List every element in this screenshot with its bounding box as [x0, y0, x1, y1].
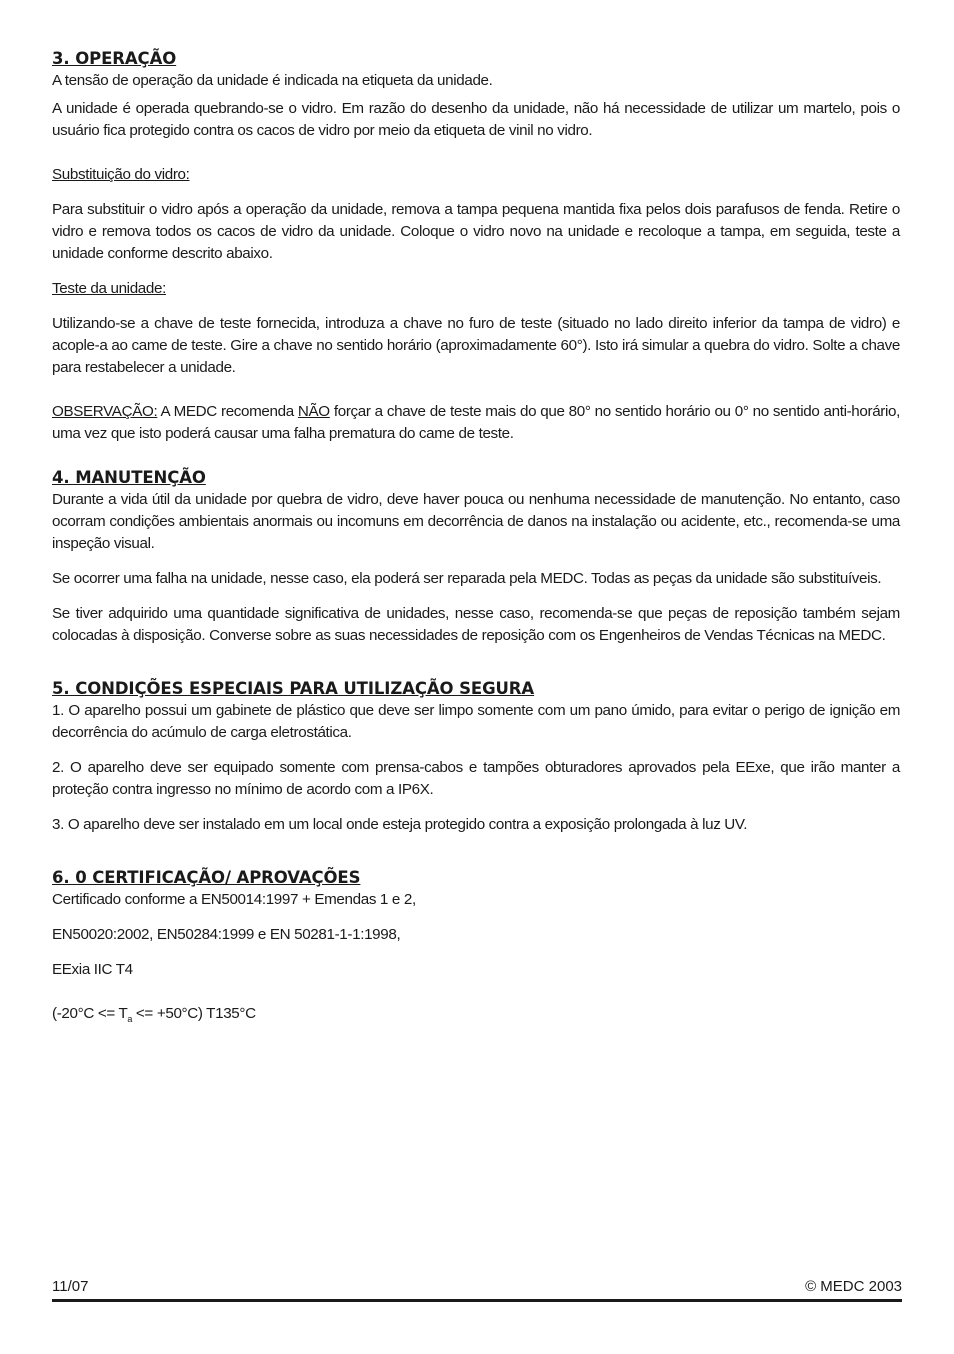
glass-replacement-subheading: Substituição do vidro: — [52, 166, 190, 183]
section-5-item-3: 3. O aparelho deve ser instalado em um local onde esteja protegido contra a exposição prolongada à luz UV. — [52, 816, 748, 833]
section-5-item-2: 2. O aparelho deve ser equipado somente com prensa-cabos e tampões obturadores aprovados pela EExe, que irão manter a proteção contra ingresso no mínimo de acordo com a IP6X. — [52, 759, 900, 798]
section-6-heading: 6. 0 CERTIFICAÇÃO/ APROVAÇÕES — [52, 868, 361, 887]
footer-copyright: © MEDC 2003 — [805, 1278, 902, 1295]
observation-label: OBSERVAÇÃO: — [52, 403, 158, 420]
observation-text-b: forçar a chave de teste mais do que 80° no sentido horário ou 0° no sentido anti-horário, uma vez que isto poderá causar uma falha prematura do came de teste. — [52, 403, 900, 442]
section-3-heading: 3. OPERAÇÃO — [52, 49, 177, 68]
certification-line-3: EExia IIC T4 — [52, 961, 133, 978]
certification-line-2: EN50020:2002, EN50284:1999 e EN 50281-1-1:1998, — [52, 926, 401, 943]
document-body — [52, 48, 900, 1025]
observation-note — [52, 401, 900, 445]
section-3-paragraph-2: A unidade é operada quebrando-se o vidro. Em razão do desenho da unidade, não há necessidade de utilizar um martelo, pois o usuário fica protegido contra os cacos de vidro por meio da etiqueta de vinil no vidro. — [52, 100, 900, 139]
page-footer — [52, 1276, 902, 1300]
footer-rule — [52, 1299, 902, 1302]
unit-test-subheading: Teste da unidade: — [52, 280, 166, 297]
temperature-subscript: a — [127, 1014, 133, 1024]
section-3-paragraph-1: A tensão de operação da unidade é indicada na etiqueta da unidade. — [52, 72, 493, 89]
section-4-paragraph-1: Durante a vida útil da unidade por quebra de vidro, deve haver pouca ou nenhuma necessidade de manutenção. No entanto, caso ocorram condições ambientais anormais ou incomuns em decorrência de danos na instalação ou acidente, etc., recomenda-se uma inspeção visual. — [52, 491, 900, 552]
section-5-heading: 5. CONDIÇÕES ESPECIAIS PARA UTILIZAÇÃO SEGURA — [52, 679, 535, 698]
certification-line-1: Certificado conforme a EN50014:1997 + Emendas 1 e 2, — [52, 891, 416, 908]
footer-date: 11/07 — [52, 1278, 89, 1295]
observation-emphasis: NÃO — [297, 403, 330, 420]
section-4-paragraph-3: Se tiver adquirido uma quantidade significativa de unidades, nesse caso, recomenda-se que peças de reposição também sejam colocadas à disposição. Converse sobre as suas necessidades de reposição com os Engenheiros de Vendas Técnicas na MEDC. — [52, 605, 900, 644]
section-5-item-1: 1. O aparelho possui um gabinete de plástico que deve ser limpo somente com um pano úmido, para evitar o perigo de ignição em decorrência do acúmulo de carga eletrostática. — [52, 702, 900, 741]
glass-replacement-paragraph: Para substituir o vidro após a operação da unidade, remova a tampa pequena mantida fixa pelos dois parafusos de fenda. Retire o vidro e remova todos os cacos de vidro da unidade. Coloque o vidro novo na unidade e recoloque a tampa, em seguida, teste a unidade conforme descrito abaixo. — [52, 201, 900, 262]
temperature-text-a: (-20°C <= T — [52, 1005, 128, 1022]
unit-test-paragraph: Utilizando-se a chave de teste fornecida, introduza a chave no furo de teste (situado no lado direito inferior da tampa de vidro) e acople-a ao came de teste. Gire a chave no sentido horário (aproximadamente 60°). Isto irá simular a quebra do vidro. Solte a chave para restabelecer a unidade. — [52, 315, 900, 376]
temperature-text-b: <= +50°C) T135°C — [132, 1005, 256, 1022]
temperature-rating — [52, 1003, 900, 1025]
section-4-paragraph-2: Se ocorrer uma falha na unidade, nesse caso, ela poderá ser reparada pela MEDC. Todas as peças da unidade são substituíveis. — [52, 570, 882, 587]
observation-text-a: A MEDC recomenda — [157, 403, 298, 420]
section-4-heading: 4. MANUTENÇÃO — [52, 468, 206, 487]
